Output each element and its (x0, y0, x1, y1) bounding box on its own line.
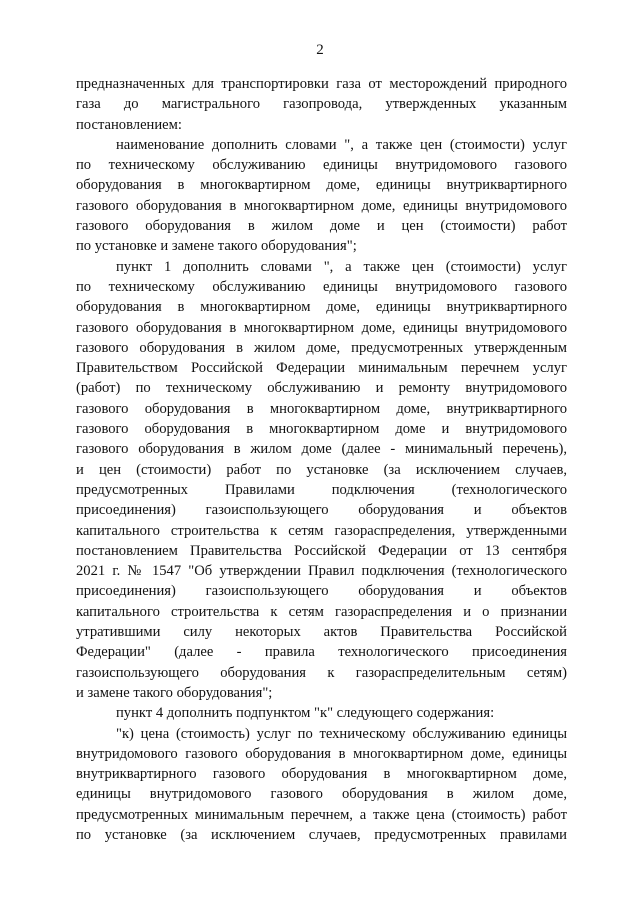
text-line: постановлением Правительства Российской Федерации от 13 сентября (76, 542, 567, 559)
text-line: по техническому обслуживанию единицы внутридомового газового (76, 278, 567, 295)
text-line: капитального строительства к сетям газораспределения и о признании (76, 603, 567, 620)
text-line: газа до магистрального газопровода, утвержденных указанным (76, 96, 567, 113)
text-line: газоиспользующего оборудования к газораспределительным сетям) (76, 664, 567, 681)
text-line: предусмотренных Правилами подключения (технологического (76, 481, 567, 498)
document-body (76, 74, 567, 845)
text-line: единицы внутридомового газового оборудования в жилом доме, (76, 786, 567, 803)
text-line: и цен (стоимости) работ по установке (за исключением случаев, (76, 461, 567, 478)
text-line: капитального строительства к сетям газораспределения, утвержденными (76, 522, 567, 539)
text-line: по техническому обслуживанию единицы внутридомового газового (76, 157, 567, 174)
text-line: присоединения) газоиспользующего оборудования и объектов (76, 583, 567, 600)
text-line: газового оборудования в жилом доме, предусмотренных утвержденным (76, 339, 567, 356)
text-line: пункт 4 дополнить подпунктом "к" следующего содержания: (116, 705, 495, 722)
text-line: газового оборудования в жилом доме (далее - минимальный перечень), (76, 441, 567, 458)
text-line: газового оборудования в жилом доме и цен (стоимости) работ (76, 218, 567, 235)
text-line: по установке (за исключением случаев, предусмотренных правилами (76, 826, 567, 843)
text-line: пункт 1 дополнить словами ", а также цен (стоимости) услуг (116, 258, 567, 275)
text-line: газового оборудования в многоквартирном доме, единицы внутридомового (76, 319, 567, 336)
text-line: по установке и замене такого оборудования"; (76, 238, 357, 255)
text-line: газового оборудования в многоквартирном доме и внутридомового (76, 421, 567, 438)
text-line: (работ) по техническому обслуживанию и ремонту внутридомового (76, 380, 567, 397)
text-line: внутриквартирного газового оборудования в многоквартирном доме, (76, 766, 567, 783)
text-line: Федерации" (далее - правила технологического присоединения (76, 644, 567, 661)
text-line: наименование дополнить словами ", а также цен (стоимости) услуг (116, 136, 567, 153)
text-line: Правительством Российской Федерации минимальным перечнем услуг (76, 360, 567, 377)
text-line: оборудования в многоквартирном доме, единицы внутриквартирного (76, 299, 567, 316)
text-line: предусмотренных минимальным перечнем, а также цена (стоимость) работ (76, 806, 567, 823)
text-line: утратившими силу некоторых актов Правительства Российской (76, 624, 567, 641)
text-line: внутридомового газового оборудования в многоквартирном доме, единицы (76, 745, 567, 762)
text-line: оборудования в многоквартирном доме, единицы внутриквартирного (76, 177, 567, 194)
text-line: и замене такого оборудования"; (76, 684, 273, 701)
page-number: 2 (316, 42, 324, 58)
text-line: газового оборудования в многоквартирном доме, внутриквартирного (76, 400, 567, 417)
text-line: газового оборудования в многоквартирном доме, единицы внутридомового (76, 197, 567, 214)
text-line: предназначенных для транспортировки газа от месторождений природного (76, 76, 567, 92)
text-line: 2021 г. № 1547 "Об утверждении Правил подключения (технологического (76, 563, 567, 580)
text-line: постановлением: (76, 116, 182, 133)
text-line: "к) цена (стоимость) услуг по техническому обслуживанию единицы (116, 725, 567, 742)
text-line: присоединения) газоиспользующего оборудования и объектов (76, 502, 567, 519)
